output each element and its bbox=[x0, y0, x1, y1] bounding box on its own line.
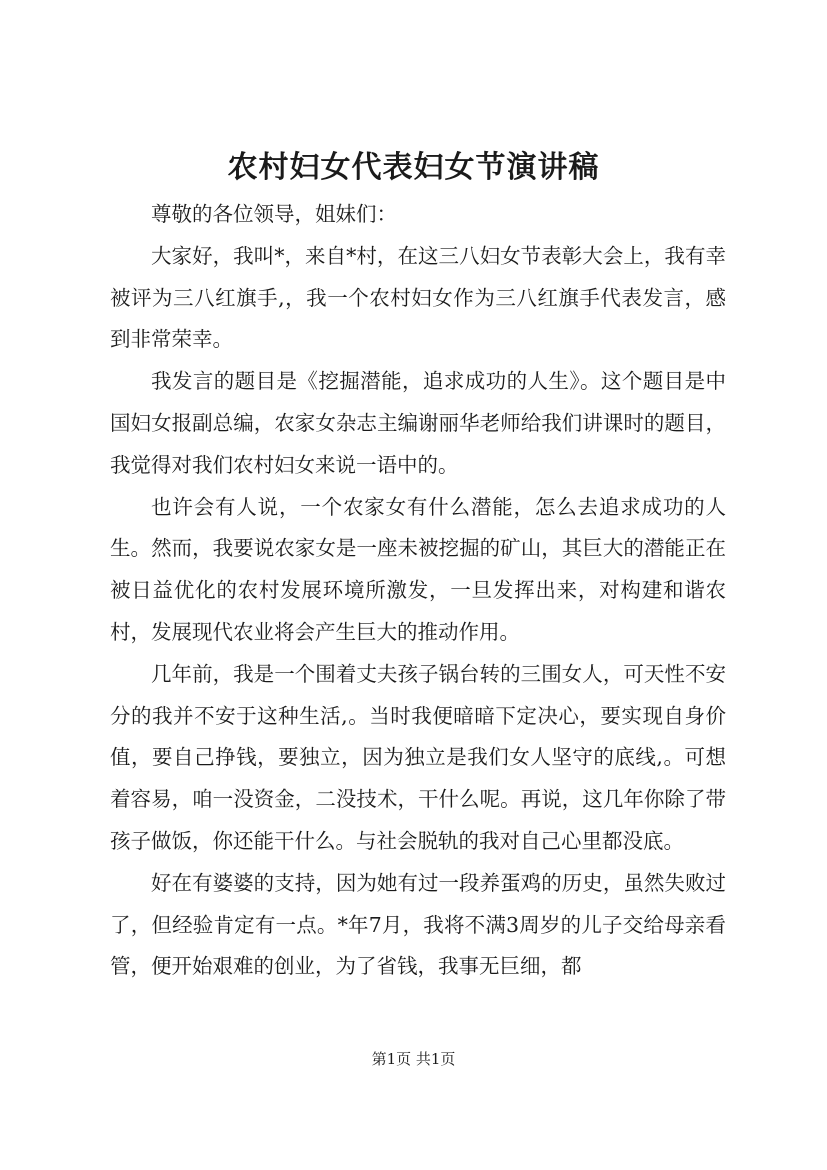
page-footer: 第1页 共1页 bbox=[371, 1050, 456, 1068]
paragraph: 我发言的题目是《挖掘潜能，追求成功的人生》。这个题目是中国妇女报副总编，农家女杂志主编谢丽华老师给我们讲课时的题目，我觉得对我们农村妇女来说一语中的。 bbox=[110, 369, 726, 477]
paragraph-salutation: 尊敬的各位领导，姐妹们： bbox=[151, 202, 397, 226]
document-body bbox=[110, 194, 726, 988]
paragraph: 也许会有人说，一个农家女有什么潜能，怎么去追求成功的人生。然而，我要说农家女是一座未被挖掘的矿山，其巨大的潜能正在被日益优化的农村发展环境所激发，一旦发挥出来，对构建和谐农村，发展现代农业将会产生巨大的推动作用。 bbox=[110, 494, 726, 644]
document-title: 农村妇女代表妇女节演讲稿 bbox=[227, 150, 600, 185]
paragraph: 几年前，我是一个围着丈夫孩子锅台转的三围女人，可天性不安分的我并不安于这种生活,。当时我便暗暗下定决心，要实现自身价值，要自己挣钱，要独立，因为独立是我们女人坚守的底线,。可想着容易，咱一没资金，二没技术，干什么呢。再说，这几年你除了带孩子做饭，你还能干什么。与社会脱轨的我对自己心里都没底。 bbox=[110, 661, 726, 853]
paragraph: 大家好，我叫*，来自*村，在这三八妇女节表彰大会上，我有幸被评为三八红旗手,，我一个农村妇女作为三八红旗手代表发言，感到非常荣幸。 bbox=[110, 243, 726, 352]
paragraph: 好在有婆婆的支持，因为她有过一段养蛋鸡的历史，虽然失败过了，但经验肯定有一点。*年7月，我将不满3周岁的儿子交给母亲看管，便开始艰难的创业，为了省钱，我事无巨细，都 bbox=[110, 870, 726, 979]
